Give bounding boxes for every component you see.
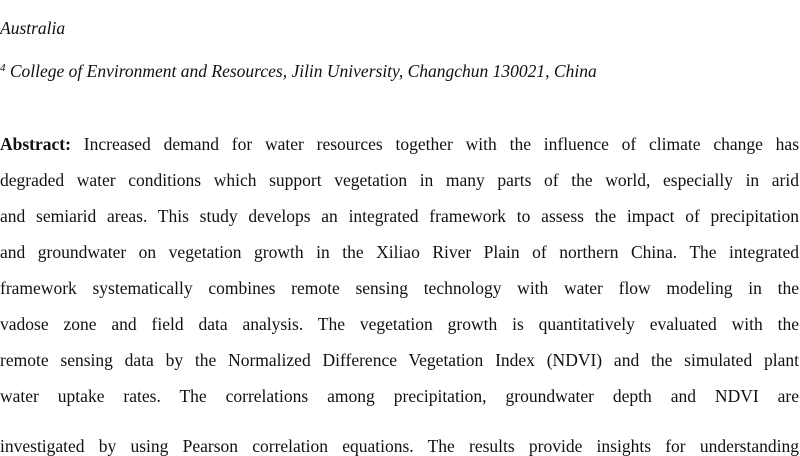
affiliation-mark: 4 xyxy=(0,62,6,74)
abstract-text: Increased demand for water resources together with the influence of climate change has xyxy=(83,134,800,154)
abstract-line: and groundwater on vegetation growth in the Xiliao River Plain of northern China. The integrated xyxy=(0,242,799,262)
abstract-line xyxy=(0,134,799,154)
abstract-label: Abstract: xyxy=(0,134,71,154)
affiliation-4 xyxy=(0,58,799,81)
abstract-line: water uptake rates. The correlations among precipitation, groundwater depth and NDVI are xyxy=(0,386,799,406)
affiliation-text: College of Environment and Resources, Jilin University, Changchun 130021, China xyxy=(9,61,597,81)
abstract-line: remote sensing data by the Normalized Difference Vegetation Index (NDVI) and the simulated plant xyxy=(0,350,799,370)
affiliation-australia: Australia xyxy=(0,18,66,38)
abstract-line: framework systematically combines remote sensing technology with water flow modeling in the xyxy=(0,278,799,298)
abstract-line: vadose zone and field data analysis. The vegetation growth is quantitatively evaluated with the xyxy=(0,314,799,334)
abstract-line: and semiarid areas. This study develops an integrated framework to assess the impact of precipitation xyxy=(0,206,799,226)
abstract-line: investigated by using Pearson correlation equations. The results provide insights for understanding xyxy=(0,436,799,456)
abstract-line: degraded water conditions which support vegetation in many parts of the world, especially in arid xyxy=(0,170,799,190)
